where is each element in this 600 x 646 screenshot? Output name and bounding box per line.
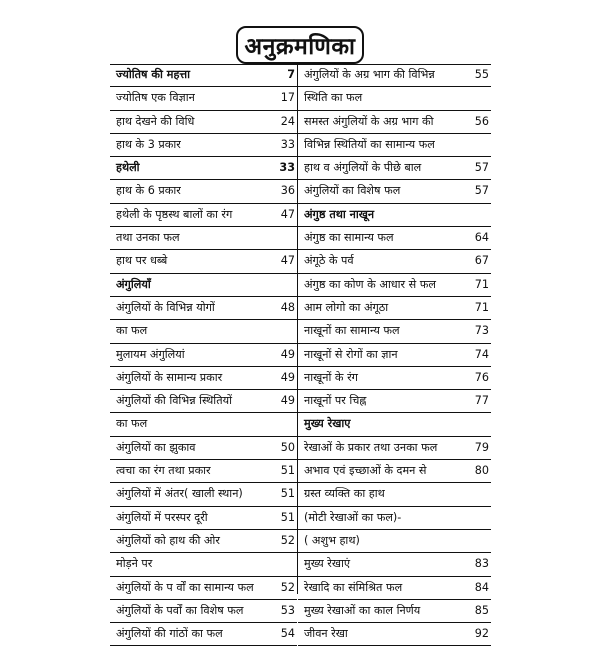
entry-title: अंगुलियाँ [116,277,151,291]
entry-page-number: 71 [474,300,489,314]
entry-page-number: 51 [280,487,295,501]
toc-entry [298,600,491,623]
toc-entry [298,460,491,483]
entry-title: मुख्य रेखाए [304,417,351,431]
toc-entry [110,600,297,623]
entry-title: अंगुलियों के अग्र भाग की विभिन्न [304,68,435,81]
entry-title: का फल [116,417,148,431]
entry-page-number: 47 [280,254,295,268]
toc-entry [110,437,297,460]
entry-title: अंगुलियों के प र्वों का सामान्य फल [116,580,254,594]
toc-entry [110,530,297,553]
entry-page-number: 64 [474,231,489,245]
entry-title: अंगुलियों की गांठों का फल [116,627,223,641]
toc-entry [298,111,491,134]
entry-page-number: 92 [474,627,489,641]
toc-entry [110,460,297,483]
toc-entry [110,577,297,600]
toc-entry [298,623,491,646]
toc-entry [298,530,491,553]
toc-entry [110,134,297,157]
entry-title: त्वचा का रंग तथा प्रकार [116,464,211,478]
toc-entry [110,157,297,180]
toc-entry [298,320,491,343]
entry-title: अंगूठे के पर्व [304,254,354,268]
toc-entry [298,204,491,227]
entry-title: अंगुलियों की विभिन्न स्थितियों [116,394,232,408]
entry-page-number: 47 [280,207,295,221]
entry-title: का फल [116,324,148,338]
toc-entry [298,227,491,250]
toc-entry [110,87,297,110]
entry-page-number: 52 [280,580,295,594]
entry-title: रेखाओं के प्रकार तथा उनका फल [304,440,438,454]
toc-entry [110,553,297,576]
toc-entry [110,320,297,343]
entry-title: समस्त अंगुलियों के अग्र भाग की [304,114,434,128]
toc-entry [298,344,491,367]
entry-title: नाखूनों से रोगों का ज्ञान [304,347,398,361]
toc-entry [298,553,491,576]
entry-title: रेखादि का संमिश्रित फल [304,580,403,594]
entry-page-number: 49 [280,347,295,361]
entry-page-number: 51 [280,464,295,478]
entry-title: अंगुलियों के विभिन्न योगों [116,300,215,314]
entry-page-number: 57 [474,161,489,175]
entry-title: अंगुलियों का झुकाव [116,440,196,454]
entry-page-number: 7 [287,68,295,81]
entry-page-number: 57 [474,184,489,198]
toc-entry [298,507,491,530]
toc-entry [110,297,297,320]
toc-entry [110,204,297,227]
entry-title: ज्योतिष की महत्ता [116,68,191,81]
entry-title: जीवन रेखा [304,627,348,641]
entry-title: अंगुलियों में परस्पर दूरी [116,510,208,524]
entry-page-number: 83 [474,557,489,571]
entry-page-number: 71 [474,277,489,291]
toc-entry [298,134,491,157]
entry-title: अंगुष्ठ का सामान्य फल [304,231,394,245]
entry-title: ज्योतिष एक विज्ञान [116,91,195,105]
toc-entry [110,111,297,134]
toc-entry [110,344,297,367]
toc-entry [298,413,491,436]
toc-entry [110,623,297,646]
entry-page-number: 33 [279,161,295,175]
toc-entry [298,274,491,297]
entry-page-number: 84 [474,580,489,594]
entry-title: आम लोगो का अंगूठा [304,300,389,314]
toc-entry [110,250,297,273]
entry-title: हथेली के पृष्ठस्थ बालों का रंग [116,207,233,221]
entry-title: हाथ के 3 प्रकार [116,137,181,151]
entry-title: अंगुष्ठ का कोण के आधार से फल [304,277,436,291]
toc-entry [298,390,491,413]
entry-page-number: 77 [474,394,489,408]
entry-title: मुख्य रेखाएं [304,557,351,571]
toc-entry [298,250,491,273]
entry-page-number: 79 [474,440,489,454]
toc-entry [110,413,297,436]
entry-title: (मोटी रेखाओं का फल)- [304,510,402,524]
entry-title: अंगुलियों में अंतर( खाली स्थान) [116,487,243,501]
entry-title: ग्रस्त व्यक्ति का हाथ [304,487,385,501]
entry-title: हाथ के 6 प्रकार [116,184,181,198]
entry-title: नाखूनों का सामान्य फल [304,324,400,338]
toc-entry [298,87,491,110]
toc-entry [298,483,491,506]
entry-page-number: 49 [280,370,295,384]
toc-entry [110,64,297,87]
entry-title: मोड़ने पर [116,557,153,571]
entry-page-number: 80 [474,464,489,478]
toc-entry [298,437,491,460]
entry-page-number: 24 [280,114,295,128]
entry-title: हथेली [116,161,140,175]
entry-page-number: 85 [474,603,489,617]
entry-title: अंगुलियों का विशेष फल [304,184,401,198]
toc-entry [110,507,297,530]
entry-page-number: 55 [474,68,489,81]
entry-title: हाथ व अंगुलियों के पीछे बाल [304,161,422,175]
toc-entry [298,577,491,600]
entry-page-number: 74 [474,347,489,361]
entry-title: ( अशुभ हाथ) [304,533,360,547]
entry-page-number: 56 [474,114,489,128]
entry-title: नाखूनों के रंग [304,370,358,384]
entry-page-number: 50 [280,440,295,454]
toc-entry [110,367,297,390]
entry-page-number: 73 [474,324,489,338]
entry-page-number: 52 [280,533,295,547]
toc-entry [110,390,297,413]
entry-page-number: 33 [280,137,295,151]
toc-entry [298,157,491,180]
entry-title: स्थिति का फल [304,91,363,105]
entry-title: अंगुलियों के पर्वों का विशेष फल [116,603,244,617]
entry-title: अभाव एवं इच्छाओं के दमन से [304,464,427,478]
entry-title: अंगुलियों के सामान्य प्रकार [116,370,223,384]
entry-title: तथा उनका फल [116,231,180,245]
entry-page-number: 48 [280,300,295,314]
toc-entry [298,367,491,390]
entry-page-number: 76 [474,370,489,384]
entry-page-number: 53 [280,603,295,617]
entry-title: हाथ पर धब्बे [116,254,168,268]
toc-entry [298,180,491,203]
toc-entry [110,483,297,506]
entry-title: मुलायम अंगुलियां [116,347,185,361]
toc-entry [298,297,491,320]
entry-title: मुख्य रेखाओं का काल निर्णय [304,603,421,617]
toc-entry [298,64,491,87]
entry-title: विभिन्न स्थितियों का सामान्य फल [304,137,435,151]
toc-entry [110,274,297,297]
entry-page-number: 17 [280,91,295,105]
page-title: अनुक्रमणिका [236,26,364,64]
left-column [110,64,297,646]
entry-title: अंगुष्ठ तथा नाखून [304,207,375,221]
toc-entry [110,227,297,250]
entry-page-number: 36 [280,184,295,198]
entry-title: नाखूनों पर चिह्न [304,394,367,408]
entry-page-number: 51 [280,510,295,524]
toc-entry [110,180,297,203]
table-of-contents [110,64,491,641]
entry-title: हाथ देखने की विधि [116,114,195,128]
entry-page-number: 54 [280,627,295,641]
entry-page-number: 49 [280,394,295,408]
entry-title: अंगुलियों को हाथ की ओर [116,533,220,547]
entry-page-number: 67 [474,254,489,268]
right-column [298,64,491,646]
